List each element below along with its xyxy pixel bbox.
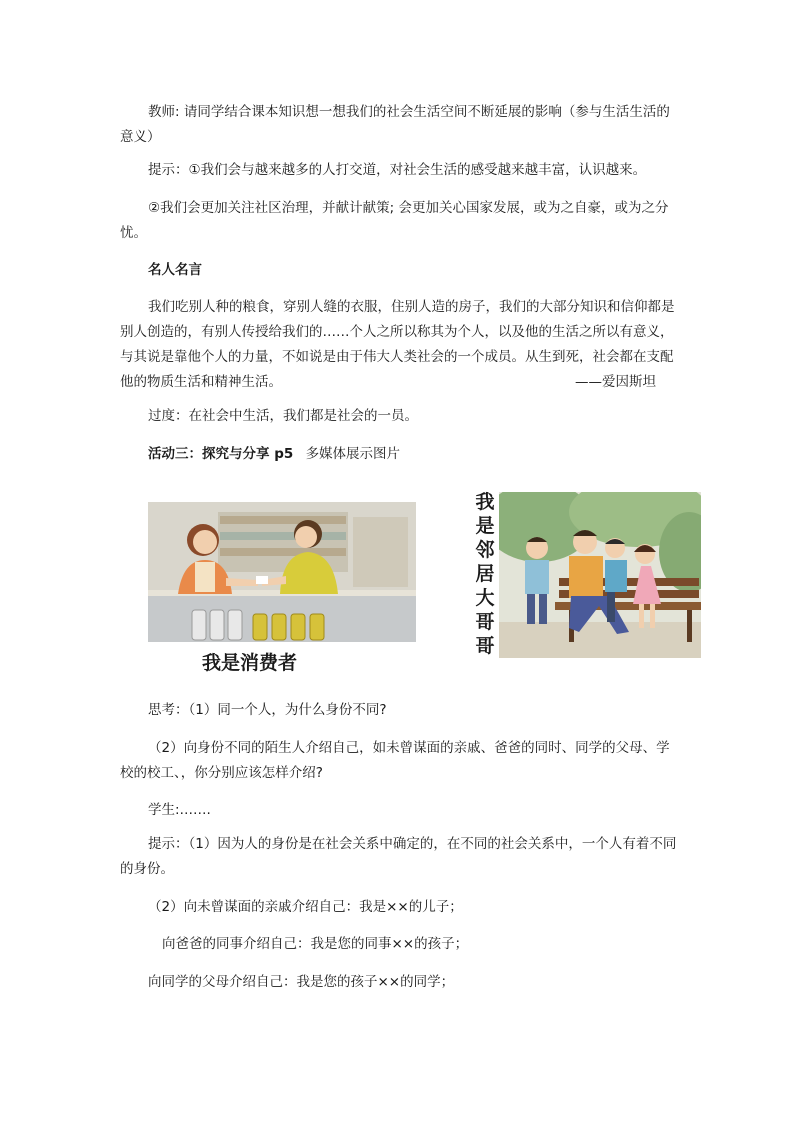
quote-block — [120, 295, 680, 395]
consumer-caption: 我是消费者 — [202, 652, 298, 674]
answer-1: 提示：（1）因为人的身份是在社会关系中确定的，在不同的社会关系中，一个人有着不同的身份。 — [120, 836, 677, 877]
think-1: 思考：（1）同一个人，为什么身份不同? — [148, 702, 387, 718]
student-line: 学生:……. — [148, 802, 211, 818]
activity-line — [120, 442, 680, 467]
neighbor-illustration — [499, 492, 701, 658]
think-2: （2）向身份不同的陌生人介绍自己，如未曾谋面的亲戚、爸爸的同时、同学的父母、学校的校工、，你分别应该怎样介绍? — [120, 740, 670, 781]
teacher-paragraph: 教师: 请同学结合课本知识想一想我们的社会生活空间不断延展的影响（参与生活生活的意义） — [120, 104, 670, 145]
hint-2: ②我们会更加关注社区治理，并献计献策; 会更加关心国家发展，或为之自豪，或为之分忧。 — [120, 200, 669, 241]
activity-title: 活动三：探究与分享 p5 — [148, 446, 294, 462]
transition-text: 过度：在社会中生活，我们都是社会的一员。 — [148, 408, 418, 424]
hint-1: 提示：①我们会与越来越多的人打交道，对社会生活的感受越来越丰富，认识越来。 — [148, 162, 647, 178]
quote-heading: 名人名言 — [148, 262, 202, 278]
activity-note: 多媒体展示图片 — [305, 446, 401, 462]
answer-2: （2）向未曾谋面的亲戚介绍自己：我是××的儿子； — [148, 899, 463, 915]
neighbor-caption: 我是邻居大哥哥 — [475, 491, 495, 657]
quote-author: ——爱因斯坦 — [575, 374, 656, 390]
answer-4: 向同学的父母介绍自己：我是您的孩子××的同学； — [148, 974, 455, 990]
answer-3: 向爸爸的同事介绍自己：我是您的同事××的孩子； — [162, 936, 469, 952]
quote-body: 我们吃别人种的粮食，穿别人缝的衣服，住别人造的房子，我们的大部分知识和信仰都是别人创造的，有别人传授给我们的……个人之所以称其为个人，以及他的生活之所以有意义，与其说是靠他个人的力量，不如说是由于伟大人类社会的一个成员。从生到死，社会都在支配他的物质生活和精神生活。 — [120, 299, 675, 390]
consumer-illustration — [148, 502, 416, 642]
